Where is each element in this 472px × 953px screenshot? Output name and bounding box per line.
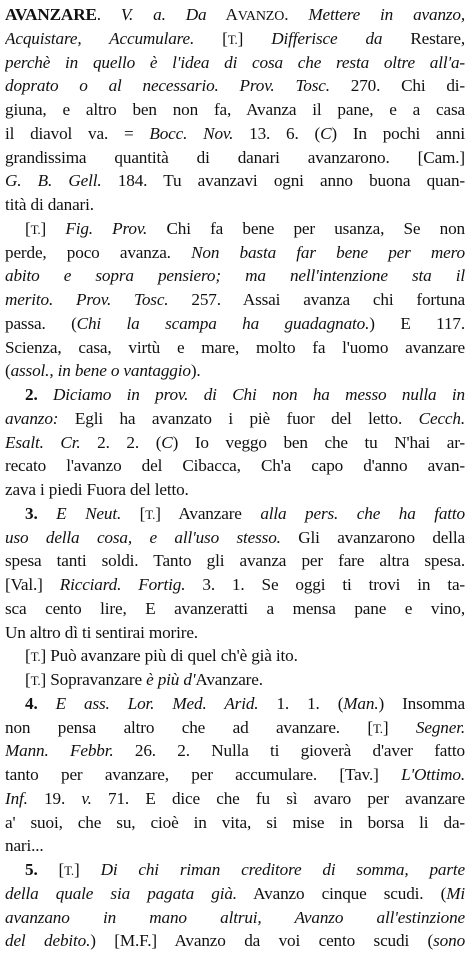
text-line: Esalt. Cr. 2. 2. (C) Io veggo ben che tu N'hai ar-: [5, 432, 465, 452]
text-line: G. B. Gell. 184. Tu avanzavi ogni anno buona quan-: [5, 171, 465, 191]
text-line: recato l'avanzo del Cibacca, Ch'a capo d'anno avan-: [5, 456, 465, 476]
text-line: [Val.] Ricciard. Fortig. 3. 1. Se oggi ti trovi in ta-: [5, 575, 465, 594]
text-line: [T.] Fig. Prov. Chi fa bene per usanza, Se non: [25, 218, 465, 238]
text-line: non pensa altro che ad avanzare. [T.] Segner.: [5, 717, 465, 737]
text-line: il diavol va. = Bocc. Nov. 13. 6. (C) In pochi anni: [5, 123, 465, 143]
text-line: grandissima quantità di danari avanzarono. [Cam.]: [5, 147, 465, 167]
text-line: Un altro dì ti sentirai morire.: [5, 622, 198, 642]
text-line: tità di danari.: [5, 195, 94, 214]
text-line: 5. [T.] Di chi riman creditore di somma, parte: [25, 860, 465, 879]
text-line: avanzo: Egli ha avanzato i piè fuor del letto. Cecch.: [5, 408, 465, 428]
text-line: uso della cosa, e all'uso stesso. Gli avanzarono della: [5, 527, 465, 547]
text-line: abito e sopra pensiero; ma nell'intenzione sta il: [5, 266, 465, 286]
text-line: perde, poco avanza. Non basta far bene per mero: [5, 242, 465, 262]
text-line: passa. (Chi la scampa ha guadagnato.) E 117.: [5, 313, 465, 333]
text-line: tanto per avanzare, per accumulare. [Tav.] L'Ottimo.: [5, 765, 465, 784]
text-line: 2. Diciamo in prov. di Chi non ha messo nulla in: [25, 385, 465, 404]
text-line: [T.] Può avanzare più di quel ch'è già ito.: [25, 646, 298, 666]
text-line: 4. E ass. Lor. Med. Arid. 1. 1. (Man.) Insomma: [25, 693, 465, 713]
text-line: merito. Prov. Tosc. 257. Assai avanza chi fortuna: [5, 290, 465, 309]
text-line: Inf. 19. v. 71. E dice che fu sì avaro per avanzare: [5, 788, 465, 808]
text-line: della quale sia pagata già. Avanzo cinque scudi. (Mi: [5, 883, 465, 903]
text-line: giuna, e altro ben non fa, Avanza il pane, e a casa: [5, 100, 465, 119]
text-line: AVANZARE. V. a. Da AVANZO. Mettere in avanzo,: [5, 5, 465, 24]
text-line: spesa tanti soldi. Tanto gli avanza per fare altra spesa.: [5, 551, 465, 571]
text-line: Scienza, casa, virtù e mare, molto fa l'uomo avanzare: [5, 337, 465, 357]
text-line: avanzano in mano altrui, Avanzo all'estinzione: [5, 907, 465, 927]
text-line: perchè in quello è l'idea di cosa che resta oltre all'a-: [5, 52, 465, 72]
text-line: Mann. Febbr. 26. 2. Nulla ti gioverà d'aver fatto: [5, 741, 465, 761]
text-line: Acquistare, Accumulare. [T.] Differisce da Restare,: [5, 28, 465, 48]
text-line: a' suoi, che su, cioè in vita, si mise in borsa li da-: [5, 812, 465, 832]
text-line: (assol., in bene o vantaggio).: [5, 361, 201, 381]
text-line: [T.] Sopravanzare è più d'Avanzare.: [25, 670, 263, 689]
text-line: zava i piedi Fuora del letto.: [5, 480, 189, 499]
text-line: doprato o al necessario. Prov. Tosc. 270. Chi di-: [5, 76, 465, 96]
text-line: del debito.) [M.F.] Avanzo da voi cento scudi (sono: [5, 931, 465, 951]
text-line: sca cento lire, E avanzeratti a mensa pane e vino,: [5, 598, 465, 618]
text-line: 3. E Neut. [T.] Avanzare alla pers. che ha fatto: [25, 503, 465, 523]
text-line: nari...: [5, 836, 44, 856]
